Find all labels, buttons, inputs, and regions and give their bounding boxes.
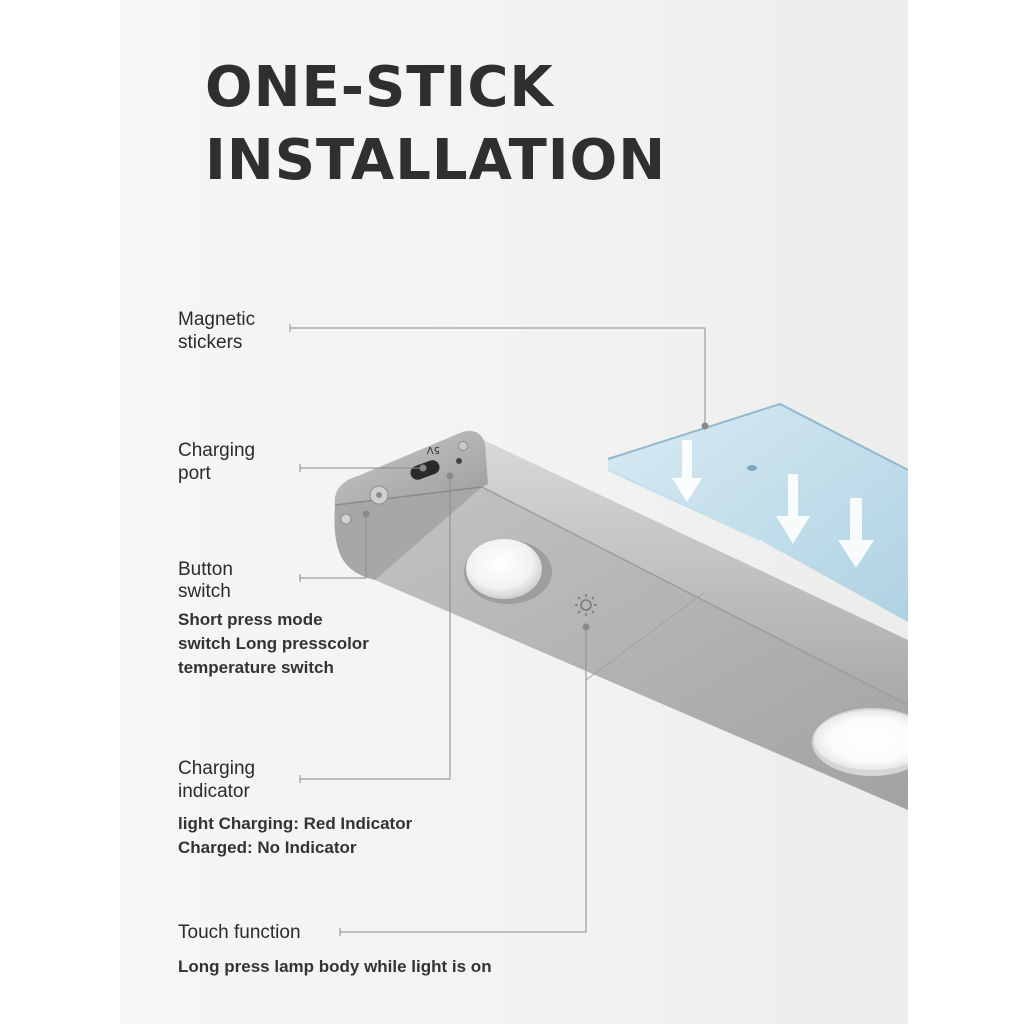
charging-port-label-1: Charging — [178, 440, 256, 461]
indicator-desc-2: Charged: No Indicator — [178, 838, 357, 857]
title-line-1: ONE-STICK — [205, 55, 554, 120]
indicator-label-2: indicator — [178, 781, 250, 802]
touch-desc: Long press lamp body while light is on — [178, 957, 492, 976]
charging-port-label-2: port — [178, 463, 211, 484]
indicator-desc-1: light Charging: Red Indicator — [178, 814, 413, 833]
magnetic-label-2: stickers — [178, 332, 243, 353]
leader-touch — [340, 627, 586, 936]
magnetic-label-1: Magnetic — [178, 309, 256, 330]
leader-magnetic — [290, 324, 705, 426]
title-line-2: INSTALLATION — [205, 128, 667, 193]
product-canvas — [120, 0, 908, 1024]
indicator-label-1: Charging — [178, 758, 256, 779]
touch-label: Touch function — [178, 922, 301, 943]
button-label-1: Button — [178, 559, 233, 580]
button-desc-2: switch Long presscolor — [178, 634, 369, 653]
button-desc-1: Short press mode — [178, 610, 323, 629]
button-desc-3: temperature switch — [178, 658, 334, 677]
port-text: 5V — [426, 444, 440, 455]
button-label-2: switch — [178, 581, 231, 602]
lamp-illustration — [120, 0, 908, 1024]
